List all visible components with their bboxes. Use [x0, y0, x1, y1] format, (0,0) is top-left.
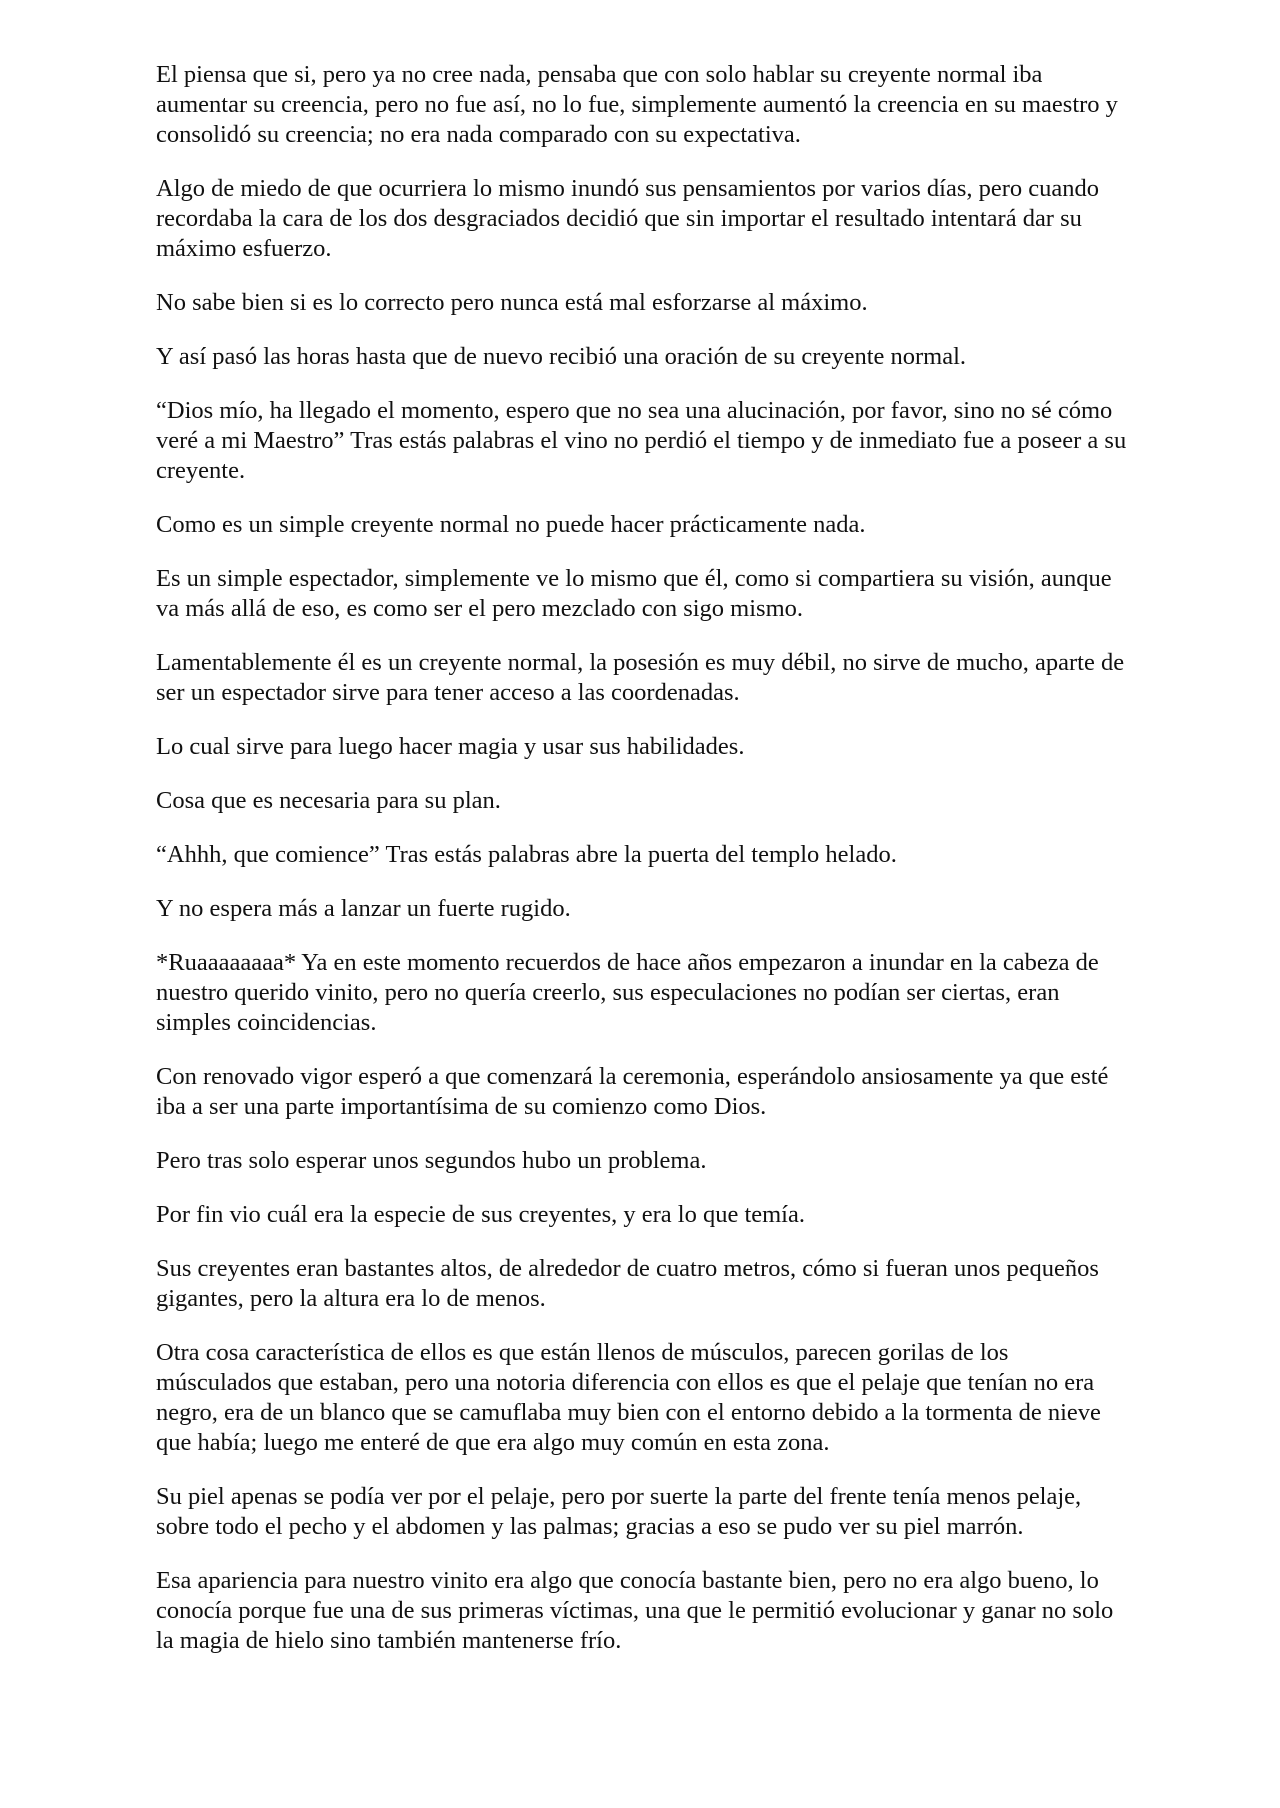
paragraph-13: *Ruaaaaaaaa* Ya en este momento recuerdos de hace años empezaron a inundar en la cabeza de nuestro querido vinito, pero no quería creerlo, sus especulaciones no podían ser ciertas, eran simples coincidencias.: [156, 949, 1099, 1036]
paragraph-6: Como es un simple creyente normal no puede hacer prácticamente nada.: [156, 511, 866, 538]
paragraph-3: No sabe bien si es lo correcto pero nunca está mal esforzarse al máximo.: [156, 289, 868, 316]
paragraph-12: Y no espera más a lanzar un fuerte rugido.: [156, 895, 571, 922]
paragraph-11: “Ahhh, que comience” Tras estás palabras abre la puerta del templo helado.: [156, 841, 897, 868]
paragraph-19: Su piel apenas se podía ver por el pelaje, pero por suerte la parte del frente tenía menos pelaje, sobre todo el pecho y el abdomen y las palmas; gracias a eso se pudo ver su piel marrón.: [156, 1483, 1082, 1540]
paragraph-15: Pero tras solo esperar unos segundos hubo un problema.: [156, 1147, 707, 1174]
paragraph-8: Lamentablemente él es un creyente normal, la posesión es muy débil, no sirve de mucho, aparte de ser un espectador sirve para tener acceso a las coordenadas.: [156, 649, 1125, 706]
paragraph-1: El piensa que si, pero ya no cree nada, pensaba que con solo hablar su creyente normal iba aumentar su creencia, pero no fue así, no lo fue, simplemente aumentó la creencia en su maestro y consolidó su creencia; no era nada comparado con su expectativa.: [156, 61, 1118, 148]
paragraph-14: Con renovado vigor esperó a que comenzará la ceremonia, esperándolo ansiosamente ya que esté iba a ser una parte importantísima de su comienzo como Dios.: [156, 1063, 1109, 1120]
paragraph-18: Otra cosa característica de ellos es que están llenos de músculos, parecen gorilas de los músculados que estaban, pero una notoria diferencia con ellos es que el pelaje que tenían no era negro, era de un blanco que se camuflaba muy bien con el entorno debido a la tormenta de nieve que había; luego me enteré de que era algo muy común en esta zona.: [156, 1339, 1101, 1456]
paragraph-17: Sus creyentes eran bastantes altos, de alrededor de cuatro metros, cómo si fueran unos pequeños gigantes, pero la altura era lo de menos.: [156, 1255, 1099, 1312]
paragraph-16: Por fin vio cuál era la especie de sus creyentes, y era lo que temía.: [156, 1201, 805, 1228]
paragraph-9: Lo cual sirve para luego hacer magia y usar sus habilidades.: [156, 733, 745, 760]
paragraph-7: Es un simple espectador, simplemente ve lo mismo que él, como si compartiera su visión, aunque va más allá de eso, es como ser el pero mezclado con sigo mismo.: [156, 565, 1112, 622]
paragraph-2: Algo de miedo de que ocurriera lo mismo inundó sus pensamientos por varios días, pero cuando recordaba la cara de los dos desgraciados decidió que sin importar el resultado intentará dar su máximo esfuerzo.: [156, 175, 1100, 262]
paragraph-4: Y así pasó las horas hasta que de nuevo recibió una oración de su creyente normal.: [156, 343, 967, 370]
paragraph-20: Esa apariencia para nuestro vinito era algo que conocía bastante bien, pero no era algo bueno, lo conocía porque fue una de sus primeras víctimas, una que le permitió evolucionar y ganar no solo la magia de hielo sino también mantenerse frío.: [156, 1567, 1114, 1654]
paragraph-5: “Dios mío, ha llegado el momento, espero que no sea una alucinación, por favor, sino no sé cómo veré a mi Maestro” Tras estás palabras el vino no perdió el tiempo y de inmediato fue a poseer a su creyente.: [156, 397, 1127, 484]
paragraph-10: Cosa que es necesaria para su plan.: [156, 787, 501, 814]
